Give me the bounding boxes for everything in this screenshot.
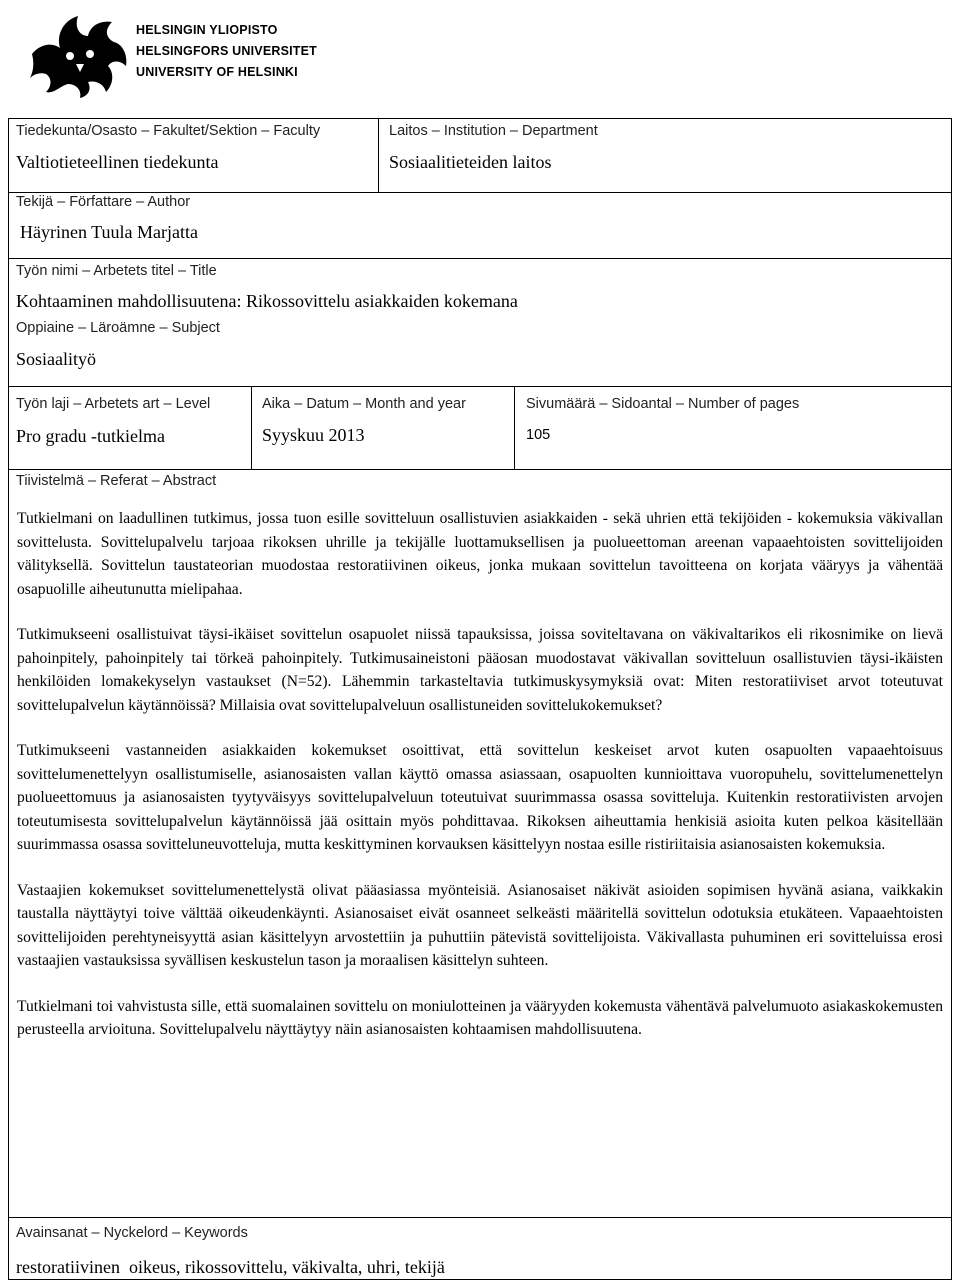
abstract-paragraph: Tutkimukseeni vastanneiden asiakkaiden kokemukset osoittivat, että sovittelun keskeiset arvot kuten osapuolten vapaaehtoisuus sovittelumenettelyyn osallistumiselle, asianosaisten vallan käyttö omassa asiassaan, osapuolten kunnioittava vuoropuhelu, sovittelumenettelyn puolueettomuus ja asianosaisten tyytyväisyys sovittelupalveluun toteutuivat suurimmassa osassa sovitteluja. Kuitenkin restoratiivisten arvojen toteutumisesta sovittelupalvelun käytännöissä jää osittain myös pohdittavaa. Rikoksen aiheuttamia henkisiä asioita kuten pelkoa käsitellään suurimmassa osassa sovitteluneuvotteluja, mutta keskittyminen korvauksen käsittelyyn nostaa esille ristiriitaisia asianosaisten kokemuksia. (17, 742, 943, 853)
abstract-body (17, 507, 943, 1064)
abstract-label: Tiivistelmä – Referat – Abstract (16, 473, 217, 489)
level-value: Pro gradu -tutkielma (16, 426, 165, 446)
faculty-label: Tiedekunta/Osasto – Fakultet/Sektion – Faculty (16, 123, 321, 139)
university-name-en: UNIVERSITY OF HELSINKI (136, 65, 298, 79)
date-pages-divider (514, 386, 515, 469)
abstract-paragraph: Vastaajien kokemukset sovittelumenettelystä olivat pääasiassa myönteisiä. Asianosaiset näkivät asioiden sopimisen hyvänä asiana, vaikkakin taustalla näyttäytyi toive välttää oikeudenkäynti. Asianosaiset eivät osanneet selkeästi määritellä sovittelun odotuksia etukäteen. Vapaaehtoisten sovittelijoiden perehtyneisyyttä asian käsittelyyn arvostettiin ja puhuttiin pätevistä sovittelijoista. Väkivallasta puhuminen eri sovitteluissa erosi vastaajien vastauksissa syvällisen keskustelun tason ja moraalisen käsittelyn suhteen. (17, 881, 943, 969)
thesis-abstract-form (8, 118, 952, 1280)
faculty-department-divider (378, 119, 379, 192)
faculty-value: Valtiotieteellinen tiedekunta (16, 152, 219, 172)
date-value: Syyskuu 2013 (262, 425, 365, 445)
department-label: Laitos – Institution – Department (389, 123, 598, 139)
pages-label: Sivumäärä – Sidoantal – Number of pages (526, 396, 800, 412)
university-name-sv: HELSINGFORS UNIVERSITET (136, 44, 318, 58)
title-label: Työn nimi – Arbetets titel – Title (16, 263, 217, 279)
divider (9, 258, 951, 259)
divider (9, 1217, 951, 1218)
subject-label: Oppiaine – Läroämne – Subject (16, 320, 220, 336)
abstract-paragraph: Tutkielmani toi vahvistusta sille, että suomalainen sovittelu on moniulotteinen ja vääryyden kokemusta vähentävä palvelumuoto asiakaskokemusten perusteella arvioituna. Sovittelupalvelu näyttäytyy näin asianosaisten kohtaamisen mahdollisuutena. (17, 997, 943, 1038)
university-name-fi: HELSINGIN YLIOPISTO (136, 23, 278, 37)
pages-value: 105 (526, 427, 551, 443)
abstract-paragraph: Tutkimukseeni osallistuivat täysi-ikäiset sovittelun osapuolet niissä tapauksissa, joissa soviteltavana on väkivaltarikos eli rikosnimike on lievä pahoinpitely, pahoinpitely tai törkeä pahoinpitely. Tutkimusaineistoni pääosan muodostavat väkivallan sovitteluun osallistuvien täysi-ikäisten henkilöiden lomakekyselyn vastaukset (N=52). Lähemmin tarkasteltavia tutkimuskysymyksiä ovat: Miten restoratiiviset arvot toteutuvat sovittelupalvelun käytännöissä? Millaisia ovat sovittelupalveluun osallistuneiden sovittelukokemukset? (17, 626, 943, 714)
subject-value: Sosiaalityö (16, 349, 96, 369)
level-date-divider (251, 386, 252, 469)
title-value: Kohtaaminen mahdollisuutena: Rikossovittelu asiakkaiden kokemana (16, 291, 518, 311)
divider (9, 469, 951, 470)
university-logo (30, 8, 350, 108)
minerva-owl-logo-icon (30, 14, 130, 98)
keywords-label: Avainsanat – Nyckelord – Keywords (16, 1225, 248, 1241)
author-label: Tekijä – Författare – Author (16, 194, 191, 210)
abstract-paragraph: Tutkielmani on laadullinen tutkimus, jossa tuon esille sovitteluun osallistuvien asiakkaiden - sekä uhrien että tekijöiden - kokemuksia väkivallan sovittelusta. Sovittelupalvelu tarjoaa rikoksen uhrille ja tekijälle luottamuksellisen ja puolueettoman areenan vapaaehtoisten sovittelijoiden välityksellä. Sovittelun taustateorian muodostaa restoratiivinen oikeus, jonka mukaan sovittelun tavoitteena on korjata vääryys ja vähentää osapuolille aiheutunutta mielipahaa. (17, 510, 943, 598)
date-label: Aika – Datum – Month and year (262, 396, 466, 412)
divider (9, 192, 951, 193)
level-label: Työn laji – Arbetets art – Level (16, 396, 211, 412)
department-value: Sosiaalitieteiden laitos (389, 152, 552, 172)
author-value: Häyrinen Tuula Marjatta (20, 222, 198, 242)
divider (9, 386, 951, 387)
keywords-value: restoratiivinen oikeus, rikossovittelu, väkivalta, uhri, tekijä (16, 1257, 445, 1277)
university-name (136, 20, 317, 83)
